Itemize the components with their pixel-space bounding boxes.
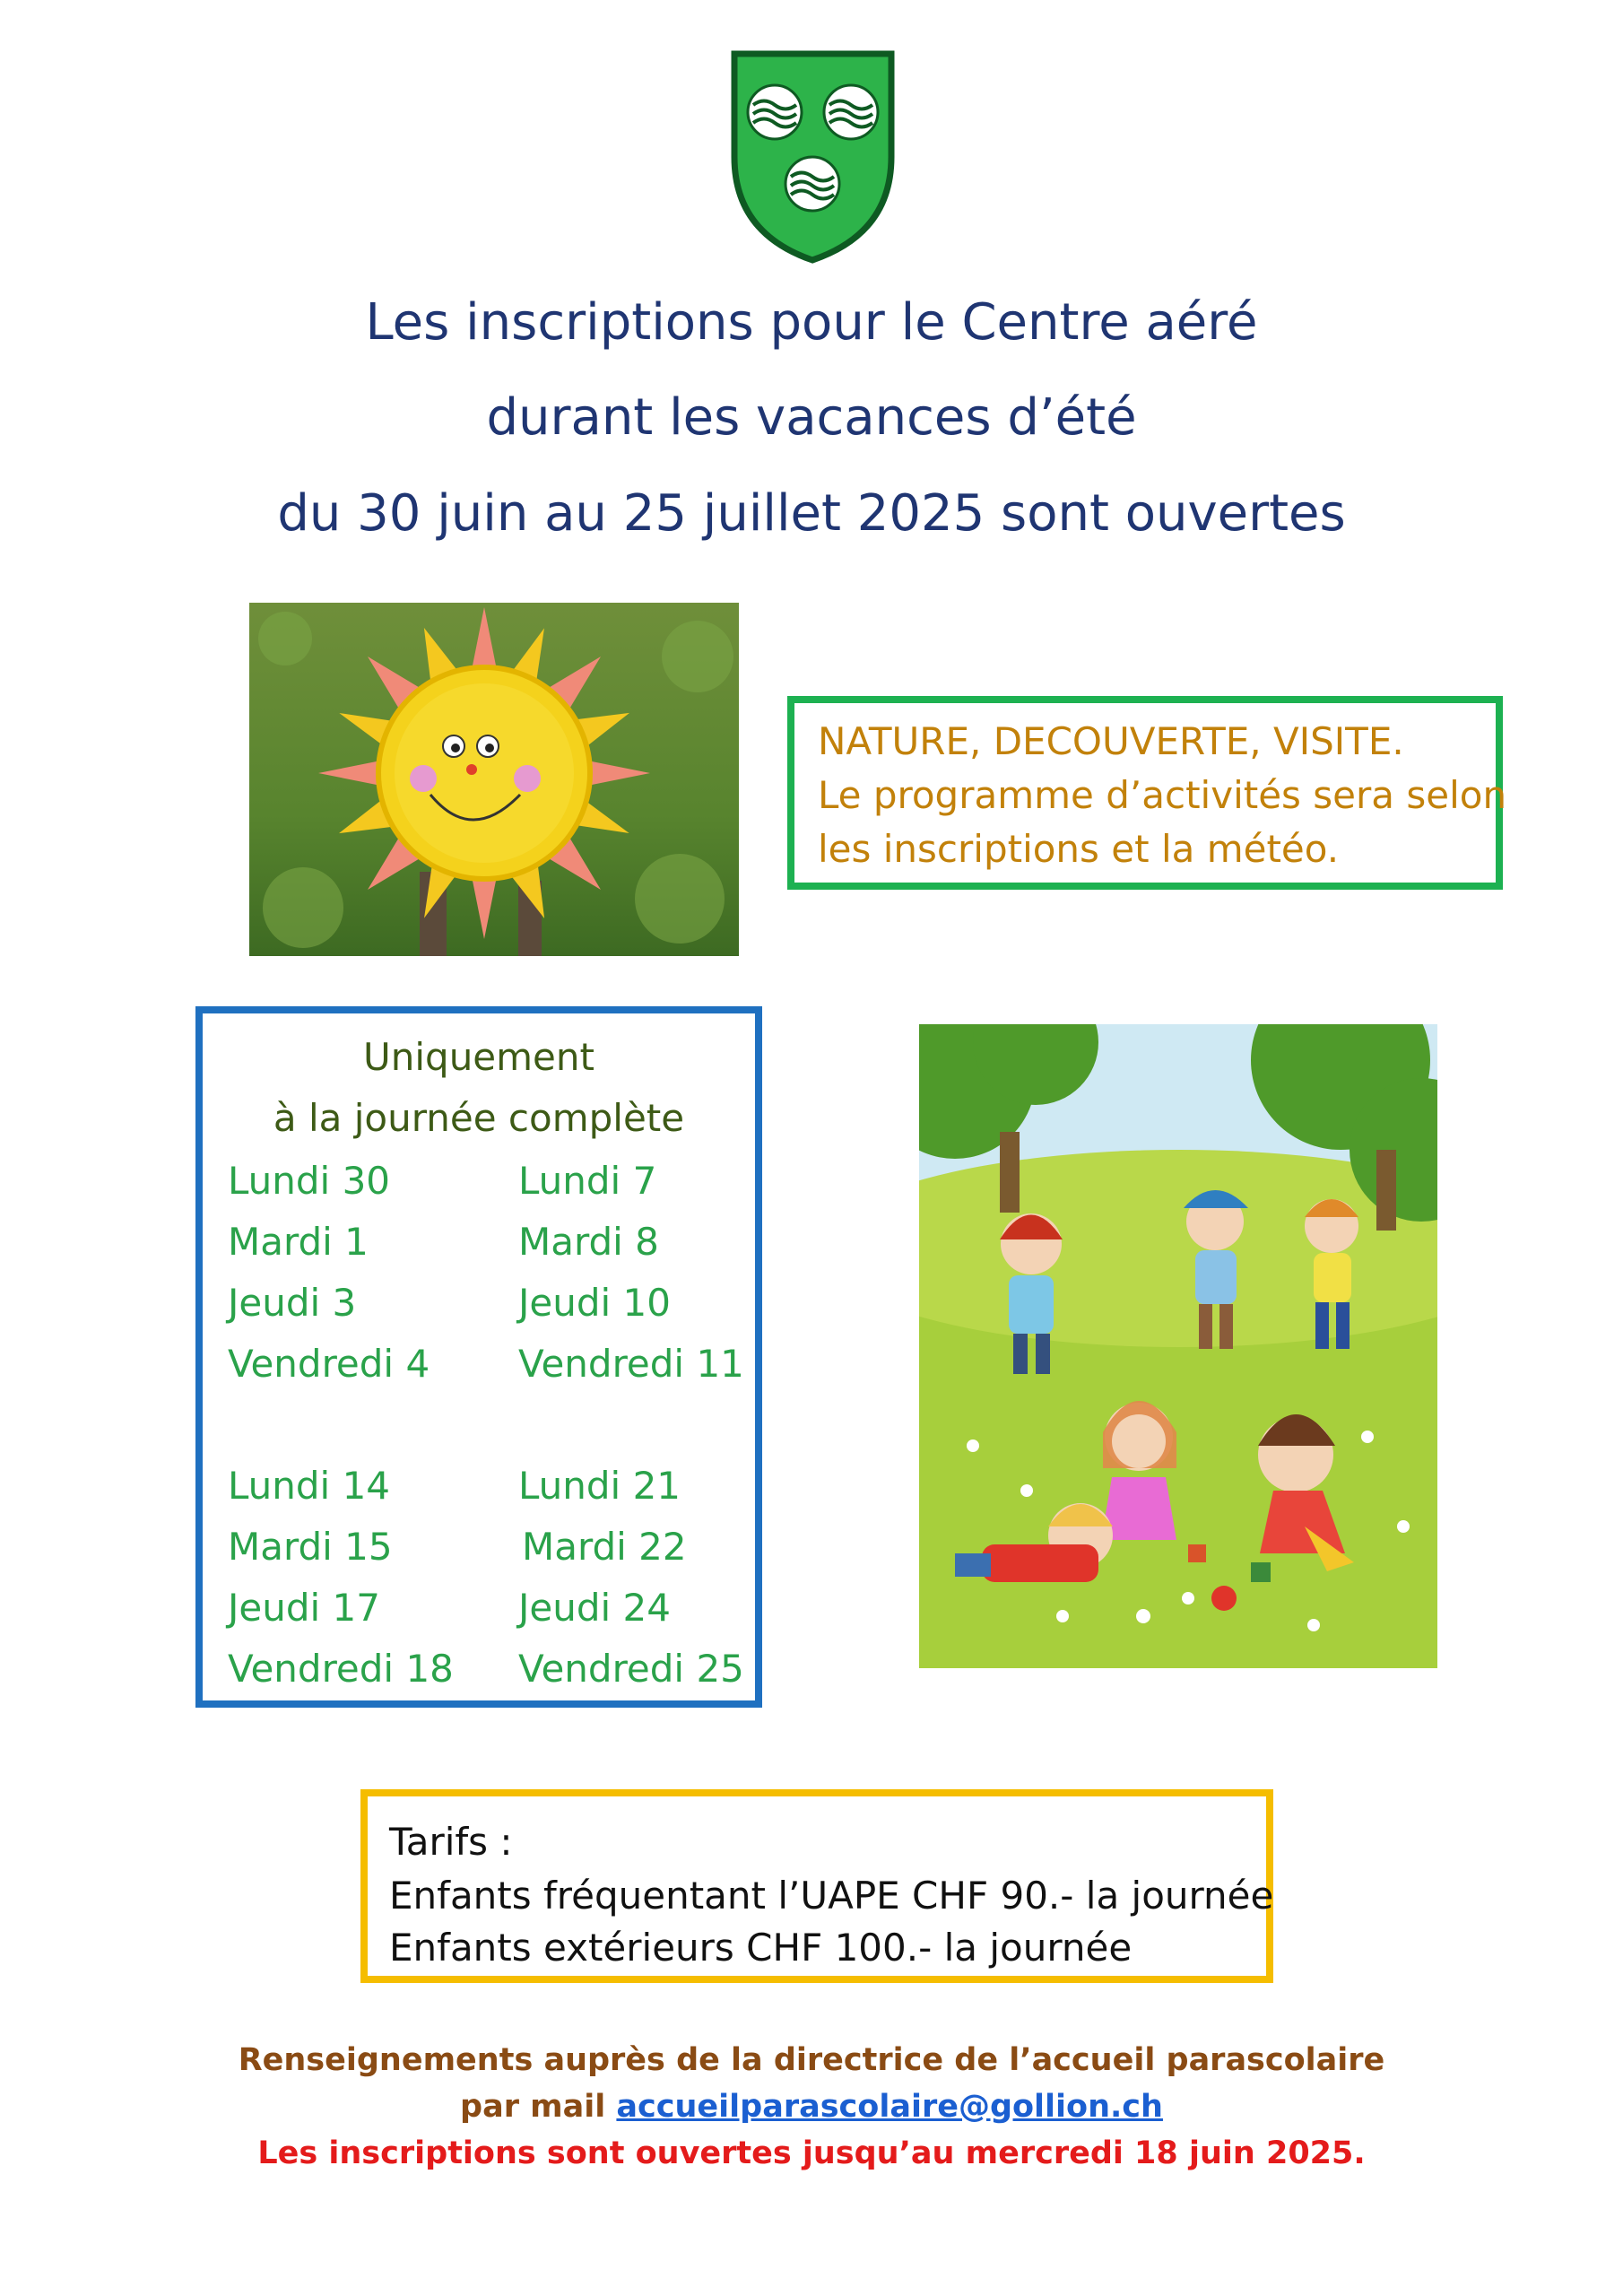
schedule-day: Mardi 22 [522,1525,687,1569]
info-line: Renseignements auprès de la directrice de l’accueil parascolaire [238,2042,1385,2078]
schedule-day: Vendredi 25 [518,1647,744,1691]
activities-box [787,696,1507,890]
mail-line [0,2089,1623,2125]
schedule-heading-2: à la journée complète [273,1096,685,1140]
deadline-line: Les inscriptions sont ouvertes jusqu’au mercredi 18 juin 2025. [257,2135,1366,2171]
tarif-uape: Enfants fréquentant l’UAPE CHF 90.- la journée [389,1874,1274,1918]
schedule-day: Mardi 1 [228,1220,369,1264]
tarifs-box [360,1789,1273,1983]
tarif-exterieurs: Enfants extérieurs CHF 100.- la journée [389,1926,1133,1970]
schedule-day: Lundi 21 [518,1464,681,1508]
page-title-line-3: du 30 juin au 25 juillet 2025 sont ouvertes [277,484,1346,543]
schedule-day: Mardi 8 [518,1220,659,1264]
page-title-line-1: Les inscriptions pour le Centre aéré [365,293,1258,352]
children-playing-illustration [919,1024,1437,1668]
schedule-day: Lundi 14 [228,1464,391,1508]
schedule-day: Jeudi 3 [228,1281,357,1325]
paper-sun-photo [249,603,739,956]
schedule-day: Vendredi 4 [228,1342,430,1386]
schedule-heading-1: Uniquement [363,1035,595,1079]
tarifs-title: Tarifs : [389,1820,513,1864]
schedule-day: Lundi 7 [518,1159,657,1203]
activities-line-1: NATURE, DECOUVERTE, VISITE. [818,719,1404,763]
schedule-day: Jeudi 17 [228,1586,380,1630]
schedule-day: Mardi 15 [228,1525,393,1569]
schedule-day: Jeudi 10 [518,1281,671,1325]
email-link[interactable]: accueilparascolaire@gollion.ch [616,2089,1163,2125]
activities-line-2: Le programme d’activités sera selon [818,773,1507,817]
municipal-crest-logo [730,49,896,265]
schedule-day: Vendredi 11 [518,1342,744,1386]
schedule-box [195,1006,762,1708]
page-title-line-2: durant les vacances d’été [486,388,1137,447]
schedule-day: Lundi 30 [228,1159,391,1203]
schedule-day: Jeudi 24 [518,1586,671,1630]
schedule-day: Vendredi 18 [228,1647,454,1691]
mail-prefix: par mail [460,2089,617,2125]
activities-line-3: les inscriptions et la météo. [818,827,1340,871]
